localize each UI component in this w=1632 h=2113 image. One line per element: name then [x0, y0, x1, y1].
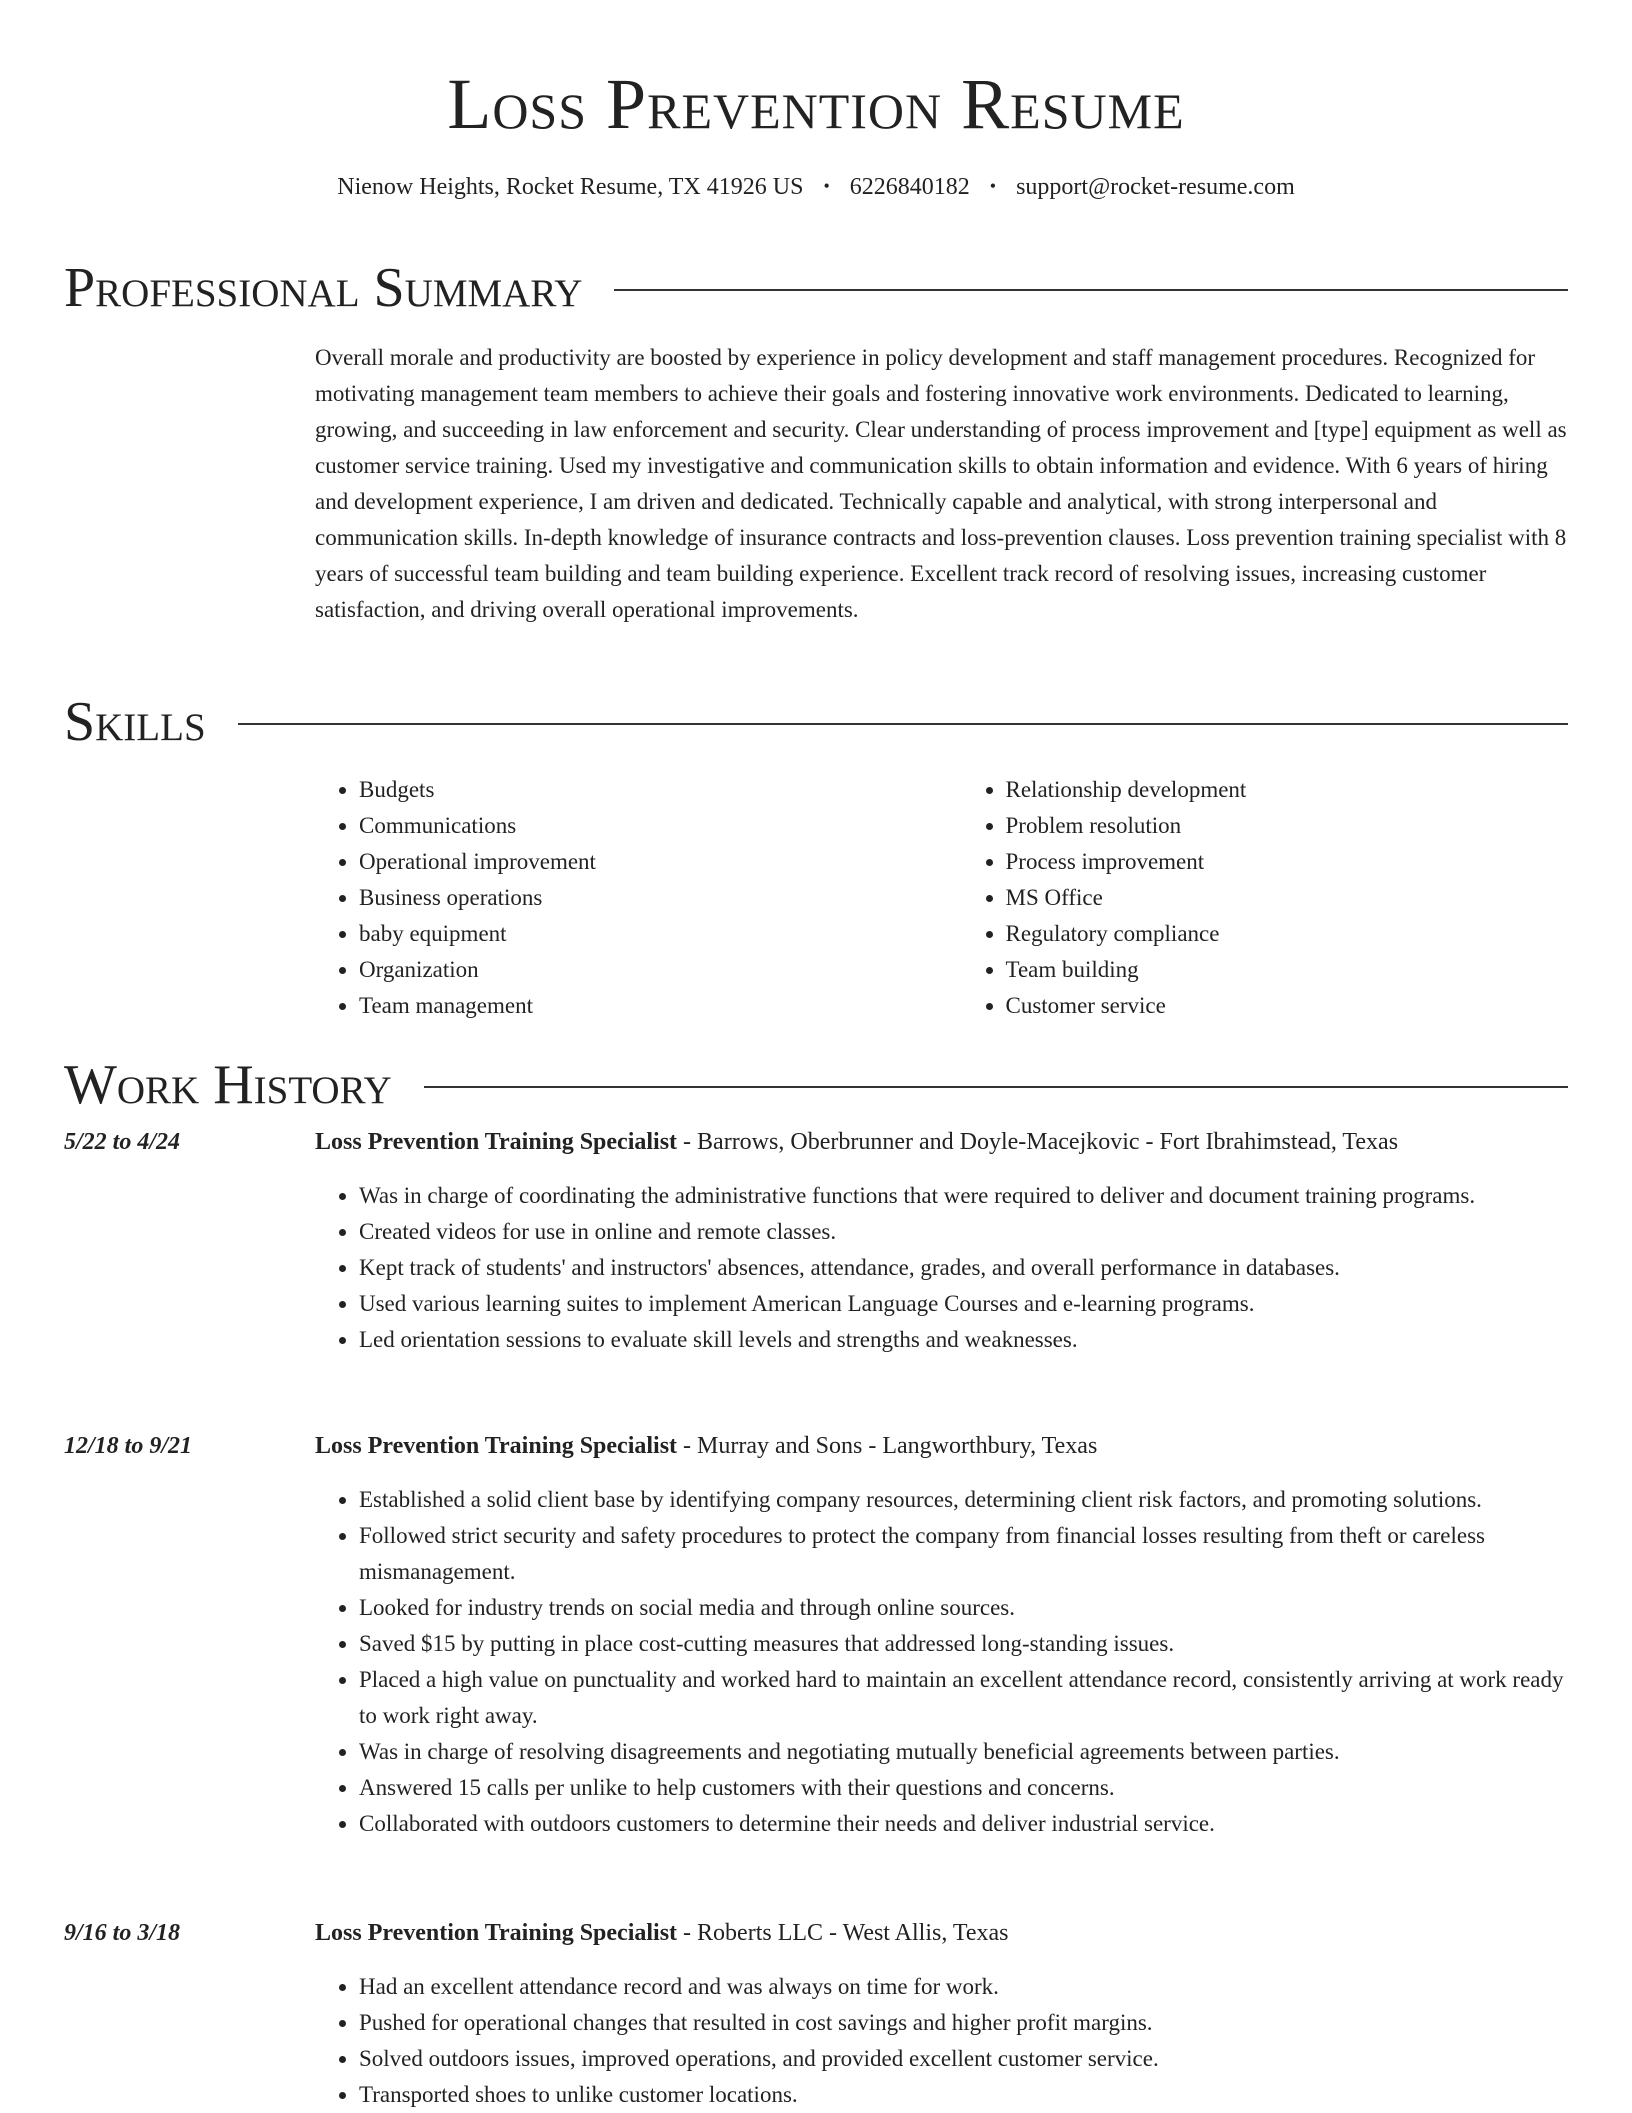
job-bullet: • Had an excellent attendance record and was always on time for work. [359, 1969, 1568, 2005]
job-bullet: • Was in charge of coordinating the administrative functions that were required to deliver and document training programs. [359, 1178, 1568, 1214]
job-dates: 12/18 to 9/21 [64, 1433, 193, 1459]
job-details: - Barrows, Oberbrunner and Doyle-Macejkovic - Fort Ibrahimstead, Texas [677, 1129, 1399, 1155]
skill-item: • Team management [359, 988, 922, 1024]
job-bullet: • Collaborated with outdoors customers to determine their needs and deliver industrial service. [359, 1806, 1568, 1842]
job-title-line [315, 1915, 1568, 1951]
job-bullet: • Answered 15 calls per unlike to help customers with their questions and concerns. [359, 1770, 1568, 1806]
work-heading: Work History [64, 1054, 392, 1116]
job-bullets [315, 1482, 1568, 1842]
skill-item: • Operational improvement [359, 844, 922, 880]
resume-title: Loss Prevention Resume [447, 64, 1185, 144]
skill-item: • Business operations [359, 880, 922, 916]
skills-heading: Skills [64, 691, 206, 753]
section-divider [238, 723, 1568, 725]
job-bullet: • Was in charge of resolving disagreements and negotiating mutually beneficial agreements between parties. [359, 1734, 1568, 1770]
skill-item: • Regulatory compliance [1006, 916, 1569, 952]
job-title-line [315, 1124, 1568, 1160]
skill-item: • MS Office [1006, 880, 1569, 916]
skill-item: • Customer service [1006, 988, 1569, 1024]
job-bullet: • Led orientation sessions to evaluate skill levels and strengths and weaknesses. [359, 1322, 1568, 1358]
job-role: Loss Prevention Training Specialist [315, 1920, 678, 1946]
skill-item: • Organization [359, 952, 922, 988]
job-bullets [315, 1969, 1568, 2113]
job-bullet: • Transported shoes to unlike customer locations. [359, 2077, 1568, 2113]
job-bullet: • Looked for industry trends on social media and through online sources. [359, 1590, 1568, 1626]
skills-section-header [64, 690, 1568, 754]
job-dates: 5/22 to 4/24 [64, 1129, 181, 1155]
job-bullet: • Saved $15 by putting in place cost-cutting measures that addressed long-standing issues. [359, 1626, 1568, 1662]
summary-heading: Professional Summary [64, 257, 583, 319]
contact-address: Nienow Heights, Rocket Resume, TX 41926 US [337, 174, 804, 200]
job-bullet: • Kept track of students' and instructors' absences, attendance, grades, and overall performance in databases. [359, 1250, 1568, 1286]
skill-item: • Process improvement [1006, 844, 1569, 880]
skills-columns [315, 772, 1568, 1024]
skill-item: • Team building [1006, 952, 1569, 988]
job-details: - Roberts LLC - West Allis, Texas [677, 1920, 1009, 1946]
job-bullet: • Placed a high value on punctuality and worked hard to maintain an excellent attendance record, consistently arriving at work ready to work right away. [359, 1662, 1568, 1734]
job-bullet: • Used various learning suites to implement American Language Courses and e-learning programs. [359, 1286, 1568, 1322]
job-role: Loss Prevention Training Specialist [315, 1129, 678, 1155]
summary-text: Overall morale and productivity are boosted by experience in policy development and staff management procedures. Recognized for motivating management team members to achieve their goals and fostering innovative work environments. Dedicated to learning, growing, and succeeding in law enforcement and security. Clear understanding of process improvement and [type] equipment as well as customer service training. Used my investigative and communication skills to obtain information and evidence. With 6 years of hiring and development experience, I am driven and dedicated. Technically capable and analytical, with strong interpersonal and communication skills. In-depth knowledge of insurance contracts and loss-prevention clauses. Loss prevention training specialist with 8 years of successful team building and team building experience. Excellent track record of resolving issues, increasing customer satisfaction, and driving overall operational improvements. [315, 345, 1567, 622]
contact-line [64, 170, 1568, 203]
job-dates: 9/16 to 3/18 [64, 1920, 181, 1946]
job-bullet: • Followed strict security and safety procedures to protect the company from financial losses resulting from theft or careless mismanagement. [359, 1518, 1568, 1590]
skill-item: • Problem resolution [1006, 808, 1569, 844]
job-bullet: • Pushed for operational changes that resulted in cost savings and higher profit margins. [359, 2005, 1568, 2041]
contact-email: support@rocket-resume.com [1016, 174, 1295, 200]
skill-item: • Budgets [359, 772, 922, 808]
contact-separator: • [823, 176, 830, 196]
job-role: Loss Prevention Training Specialist [315, 1433, 678, 1459]
job-bullet: • Established a solid client base by identifying company resources, determining client risk factors, and promoting solutions. [359, 1482, 1568, 1518]
job-bullet: • Solved outdoors issues, improved operations, and provided excellent customer service. [359, 2041, 1568, 2077]
summary-section-header [64, 256, 1568, 320]
job-bullet: • Created videos for use in online and remote classes. [359, 1214, 1568, 1250]
skill-item: • Relationship development [1006, 772, 1569, 808]
job-title-line [315, 1428, 1568, 1464]
section-divider [614, 289, 1568, 291]
work-section-header [64, 1053, 1568, 1117]
skill-item: • Communications [359, 808, 922, 844]
section-divider [424, 1086, 1568, 1088]
skills-list-left [315, 772, 922, 1024]
job-bullets [315, 1178, 1568, 1358]
skill-item: • baby equipment [359, 916, 922, 952]
job-details: - Murray and Sons - Langworthbury, Texas [677, 1433, 1098, 1459]
skills-list-right [962, 772, 1569, 1024]
contact-phone: 6226840182 [849, 174, 970, 200]
resume-page [64, 0, 1568, 2112]
contact-separator: • [989, 176, 997, 196]
